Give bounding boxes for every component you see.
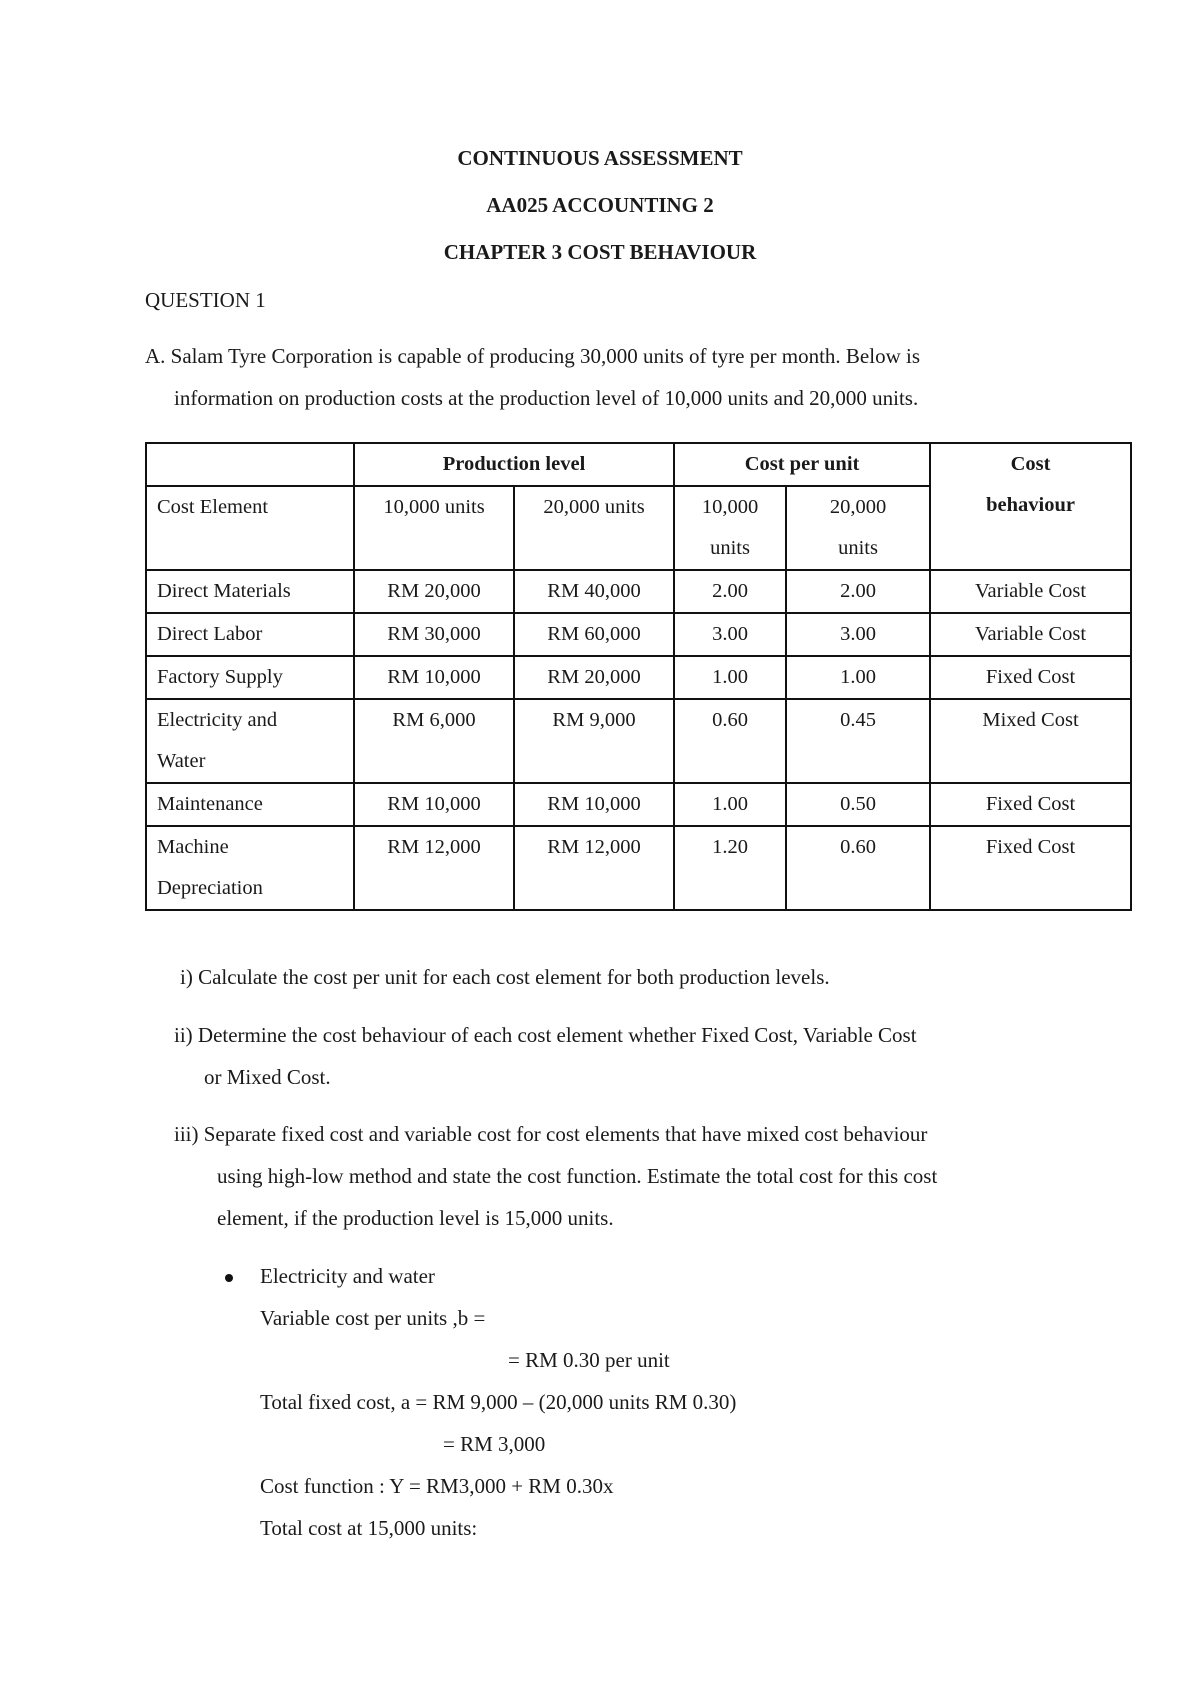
- cell-pl20: RM 10,000: [514, 783, 674, 826]
- cell-element: Factory Supply: [146, 656, 354, 699]
- cell-behaviour: Variable Cost: [930, 613, 1131, 656]
- cell-element: Direct Labor: [146, 613, 354, 656]
- table-row: [146, 699, 1131, 783]
- cell-cpu20: 0.45: [786, 699, 930, 783]
- cell-element: Maintenance: [146, 783, 354, 826]
- fixed-cost-result: = RM 3,000: [443, 1432, 546, 1456]
- cell-pl20: RM 60,000: [514, 613, 674, 656]
- subheader-cpu-20k-line1: 20,000: [829, 496, 887, 518]
- cell-cpu20: 3.00: [786, 613, 930, 656]
- table-row: [146, 826, 1131, 910]
- header-blank-cell: [146, 443, 354, 486]
- cell-pl10: RM 6,000: [354, 699, 514, 783]
- cell-cpu10: 0.60: [674, 699, 786, 783]
- cell-cpu10: 3.00: [674, 613, 786, 656]
- subheader-cpu-10k-line1: 10,000: [701, 496, 759, 518]
- cell-element-line1: Electricity and: [157, 709, 278, 731]
- solution-title: Electricity and water: [260, 1264, 435, 1288]
- cell-pl20: RM 20,000: [514, 656, 674, 699]
- subheader-cpu-20k: [786, 486, 930, 570]
- cell-pl20: RM 9,000: [514, 699, 674, 783]
- cell-behaviour: Fixed Cost: [930, 783, 1131, 826]
- chapter-title: CHAPTER 3 COST BEHAVIOUR: [443, 240, 757, 264]
- header-cost-behaviour-line2: behaviour: [986, 494, 1075, 516]
- task-ii-line-1: ii) Determine the cost behaviour of each cost element whether Fixed Cost, Variable Cost: [174, 1023, 917, 1047]
- cell-behaviour: Variable Cost: [930, 570, 1131, 613]
- subheader-pl-10k: 10,000 units: [354, 486, 514, 570]
- header-cost-behaviour-line1: Cost: [1010, 453, 1051, 475]
- cell-cpu10: 1.20: [674, 826, 786, 910]
- question-label: QUESTION 1: [145, 288, 266, 312]
- cell-pl20: RM 12,000: [514, 826, 674, 910]
- total-cost-label: Total cost at 15,000 units:: [260, 1516, 478, 1540]
- cell-element: Direct Materials: [146, 570, 354, 613]
- intro-line-2: information on production costs at the production level of 10,000 units and 20,000 units.: [174, 386, 919, 410]
- cell-element: [146, 699, 354, 783]
- task-iii-line-1: iii) Separate fixed cost and variable cost for cost elements that have mixed cost behaviour: [174, 1122, 928, 1146]
- cell-cpu20: 0.50: [786, 783, 930, 826]
- table-header-row: [146, 443, 1131, 486]
- table-row: [146, 613, 1131, 656]
- cell-cpu10: 1.00: [674, 656, 786, 699]
- fixed-cost-label: Total fixed cost, a = RM 9,000 – (20,000 units RM 0.30): [260, 1390, 737, 1414]
- cell-behaviour: Fixed Cost: [930, 826, 1131, 910]
- subheader-cpu-10k-line2: units: [710, 537, 750, 559]
- course-title: AA025 ACCOUNTING 2: [486, 193, 714, 217]
- cost-function: Cost function : Y = RM3,000 + RM 0.30x: [260, 1474, 614, 1498]
- cell-cpu20: 2.00: [786, 570, 930, 613]
- header-cost-behaviour: [930, 443, 1131, 570]
- cell-pl10: RM 30,000: [354, 613, 514, 656]
- table-row: [146, 656, 1131, 699]
- task-ii-line-2: or Mixed Cost.: [204, 1065, 331, 1089]
- cell-cpu20: 0.60: [786, 826, 930, 910]
- task-i: i) Calculate the cost per unit for each cost element for both production levels.: [180, 965, 830, 989]
- bullet-icon: [225, 1274, 233, 1282]
- table-row: [146, 570, 1131, 613]
- cell-pl10: RM 20,000: [354, 570, 514, 613]
- subheader-cpu-10k: [674, 486, 786, 570]
- doc-title: CONTINUOUS ASSESSMENT: [457, 146, 743, 170]
- cost-table: [145, 442, 1132, 911]
- task-iii-line-3: element, if the production level is 15,000 units.: [217, 1206, 614, 1230]
- subheader-cost-element: Cost Element: [146, 486, 354, 570]
- subheader-pl-20k: 20,000 units: [514, 486, 674, 570]
- header-cost-per-unit: Cost per unit: [674, 443, 930, 486]
- cell-behaviour: Fixed Cost: [930, 656, 1131, 699]
- cell-element-line1: Machine: [157, 836, 229, 858]
- task-iii-line-2: using high-low method and state the cost function. Estimate the total cost for this cost: [217, 1164, 938, 1188]
- cell-element: [146, 826, 354, 910]
- subheader-cpu-20k-line2: units: [838, 537, 878, 559]
- cell-pl10: RM 10,000: [354, 656, 514, 699]
- cell-pl20: RM 40,000: [514, 570, 674, 613]
- cell-cpu10: 1.00: [674, 783, 786, 826]
- cell-element-line2: Depreciation: [157, 877, 263, 899]
- variable-cost-result: = RM 0.30 per unit: [508, 1348, 670, 1372]
- cell-cpu20: 1.00: [786, 656, 930, 699]
- cell-cpu10: 2.00: [674, 570, 786, 613]
- cell-element-line2: Water: [157, 750, 206, 772]
- cell-pl10: RM 10,000: [354, 783, 514, 826]
- cell-behaviour: Mixed Cost: [930, 699, 1131, 783]
- cell-pl10: RM 12,000: [354, 826, 514, 910]
- header-production-level: Production level: [354, 443, 674, 486]
- table-row: [146, 783, 1131, 826]
- variable-cost-label: Variable cost per units ,b =: [260, 1306, 486, 1330]
- intro-line-1: A. Salam Tyre Corporation is capable of producing 30,000 units of tyre per month. Below is: [145, 344, 921, 368]
